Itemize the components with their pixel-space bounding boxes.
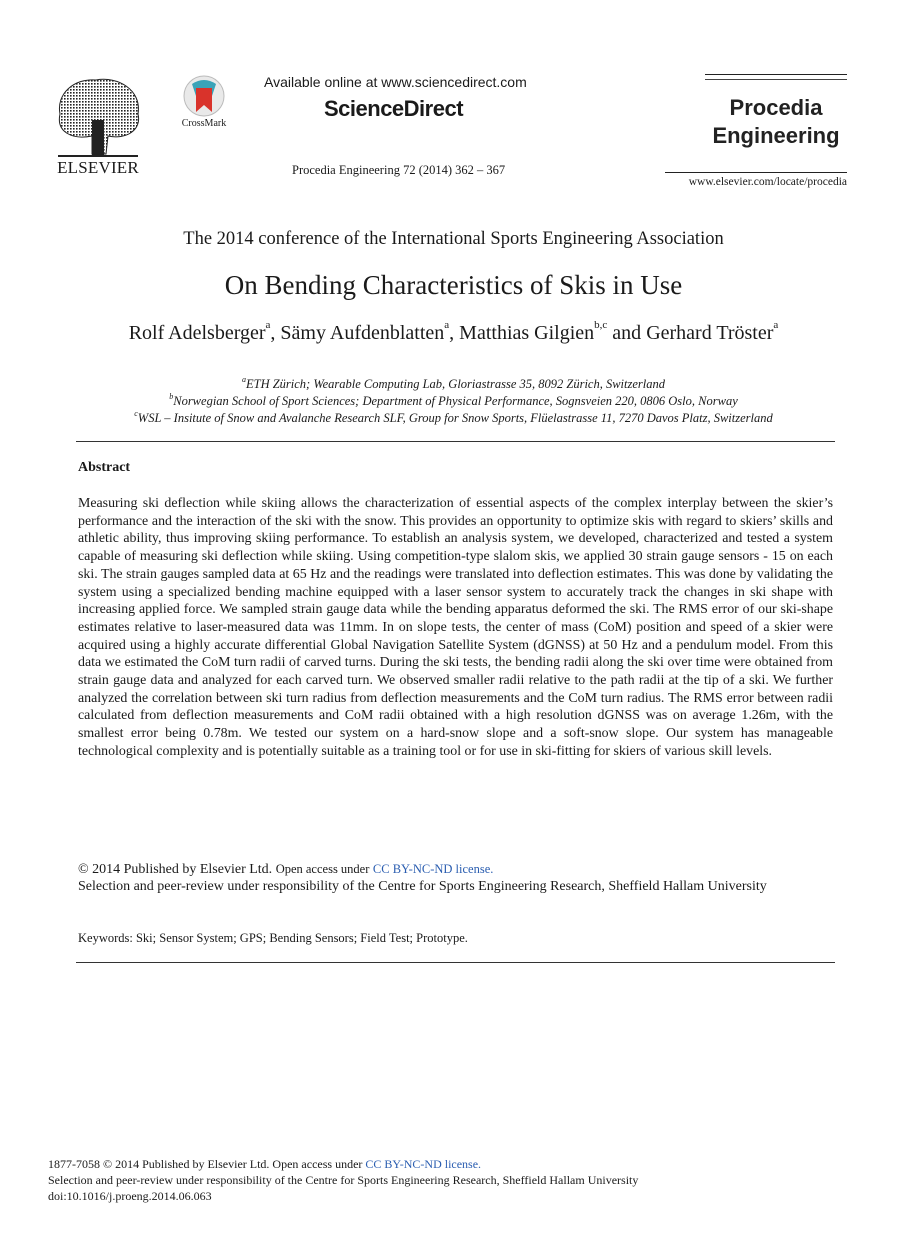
affiliation-mark: c	[134, 409, 138, 418]
abstract-body: Measuring ski deflection while skiing allows the characterization of essential aspects of the complex interplay between the skier’s performance and the interaction of the ski with the snow. This provides an opportunity to optimize skis with regard to skiers’ skills and athletic ability, thus improving skiing performance. To establish an analysis system, we developed, characterized and tested a system capable of measuring ski deflection while skiing. Using competition-type slalom skis, we applied 30 strain gauge sensors - 15 on each ski. The strain gauges sampled data at 65 Hz and the readings were translated into deflection estimates. This was done by validating the system using a specialized bending machine equipped with a laser sensor system to accurately track the changes in ski shape with increasing applied force. We sampled strain gauge data while the bending apparatus deformed the ski. The RMS error of our ski-shape estimates relative to laser-measured data was 11mm. In on slope tests, the center of mass (CoM) position and speed of a skier were acquired using a highly accurate differential Global Navigation Satellite System (dGNSS) at 50 Hz and a pendulum model. From this data we estimated the CoM turn radii of carved turns. During the ski tests, the bending radii along the ski over time were obtained from strain gauge data and analyzed for each carved turn. We observed smaller radii relative to the path radii at the tip of a ski. We further analyzed the correlation between ski turn radius from deflection measurements and the CoM turn radius. The RMS error between radii calculated from deflection measurements and CoM radii obtained with a high resolution dGNSS was on average 1.26m, with the smallest error being 0.78m. We tested our system on a hard-snow slope and a soft-snow slope. Our system has manageable technological complexity and is potentially suitable as a training tool or for use in ski-fitting for skiers of various skill levels.	[78, 496, 833, 759]
publisher-name: ELSEVIER	[57, 158, 139, 177]
journal-rule-top	[705, 74, 847, 75]
affiliation-text: WSL – Insitute of Snow and Avalanche Research SLF, Group for Snow Sports, Flüelastrasse 11, 7270 Davos Platz, Switzerland	[137, 411, 773, 425]
author-name: Gerhard Tröster	[646, 322, 774, 344]
section-divider	[76, 962, 835, 963]
footer-license-link[interactable]: CC BY-NC-ND license.	[365, 1157, 482, 1171]
affiliation	[0, 411, 907, 426]
journal-title-line2: Engineering	[712, 123, 840, 148]
author-name: Matthias Gilgien	[459, 322, 595, 344]
author-separator: and	[607, 322, 647, 344]
journal-url[interactable]: www.elsevier.com/locate/procedia	[688, 176, 847, 188]
journal-title-line1: Procedia	[729, 95, 823, 120]
author-affiliation-mark: b,c	[594, 319, 608, 331]
footer-peer-review: Selection and peer-review under responsibility of the Centre for Sports Engineering Research, Sheffield Hallam University	[48, 1173, 639, 1187]
copyright-published: © 2014 Published by Elsevier Ltd.	[78, 862, 273, 877]
section-divider	[76, 441, 835, 442]
available-online-text: Available online at www.sciencedirect.com	[264, 74, 527, 90]
crossmark-label: CrossMark	[181, 118, 227, 129]
affiliation-mark: a	[241, 375, 246, 384]
peer-review-statement: Selection and peer-review under responsibility of the Centre for Sports Engineering Research, Sheffield Hallam University	[78, 879, 767, 894]
affiliation	[0, 377, 907, 392]
journal-rule-bottom	[665, 172, 847, 173]
affiliation-text: Norwegian School of Sport Sciences; Department of Physical Performance, Sognsveien 220, 0806 Oslo, Norway	[173, 394, 738, 408]
conference-name: The 2014 conference of the International Sports Engineering Association	[183, 229, 724, 249]
author-separator: ,	[270, 322, 281, 344]
sciencedirect-brand: ScienceDirect	[324, 96, 464, 121]
crossmark-icon	[172, 74, 236, 118]
affiliation-text: ETH Zürich; Wearable Computing Lab, Gloriastrasse 35, 8092 Zürich, Switzerland	[245, 377, 665, 391]
author-name: Sämy Aufdenblatten	[280, 322, 445, 344]
paper-title: On Bending Characteristics of Skis in Use	[224, 270, 683, 300]
journal-rule-top-thin	[705, 79, 847, 80]
author-affiliation-mark: a	[444, 319, 450, 331]
author-separator: ,	[449, 322, 460, 344]
author-list	[0, 319, 907, 345]
elsevier-tree-icon	[52, 74, 144, 158]
abstract-heading: Abstract	[78, 460, 131, 475]
affiliation-mark: b	[169, 392, 174, 401]
affiliation	[0, 394, 907, 409]
journal-citation: Procedia Engineering 72 (2014) 362 – 367	[292, 163, 506, 177]
journal-title	[705, 94, 847, 150]
author-affiliation-mark: a	[265, 319, 271, 331]
license-link[interactable]: CC BY-NC-ND license.	[372, 862, 494, 876]
crossmark-badge[interactable]	[172, 74, 236, 134]
footer-issn-text: 1877-7058 © 2014 Published by Elsevier Ltd. Open access under	[48, 1157, 363, 1171]
footer-doi[interactable]: doi:10.1016/j.proeng.2014.06.063	[48, 1189, 212, 1203]
elsevier-logo	[48, 74, 148, 178]
author-name: Rolf Adelsberger	[128, 322, 266, 344]
author-affiliation-mark: a	[773, 319, 779, 331]
copyright-line	[78, 860, 493, 879]
footer-issn-line	[48, 1156, 481, 1172]
open-access-text: Open access under	[275, 862, 370, 876]
keywords: Keywords: Ski; Sensor System; GPS; Bending Sensors; Field Test; Prototype.	[78, 931, 468, 945]
